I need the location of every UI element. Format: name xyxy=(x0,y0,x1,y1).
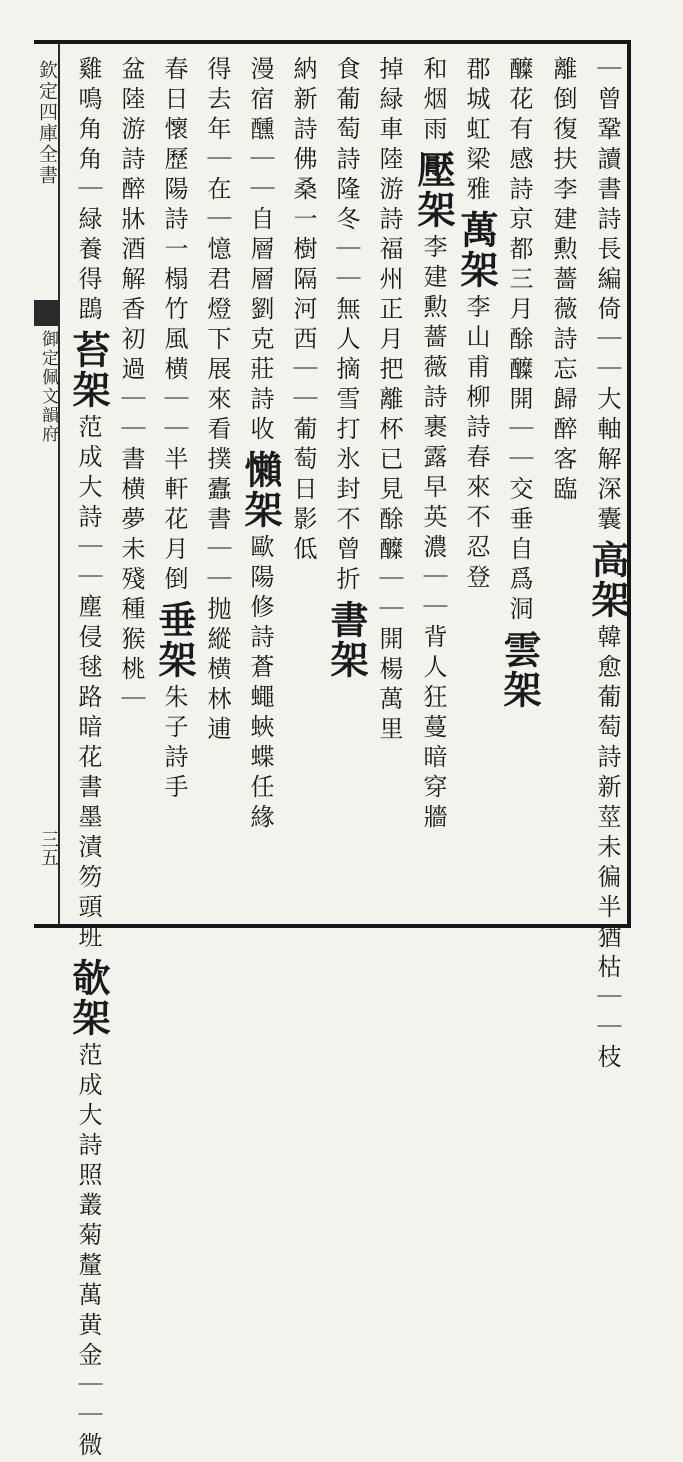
entry-text: 范成大詩照叢菊 xyxy=(74,1042,102,1252)
entry-text: ｜緑養得鵾 xyxy=(74,176,102,326)
entry-text: 醾花有感詩京都三月酴醾開｜｜交垂自爲洞 xyxy=(505,56,533,626)
entry-text: 得去年｜在｜憶君燈下展來看 xyxy=(203,56,231,446)
entry-text: 雞鳴角角 xyxy=(74,56,102,176)
entry-text: 漫宿醺｜｜自層層劉克莊詩收 xyxy=(246,56,274,446)
entry-text: 撲蠹書｜｜抛縱横林逋 xyxy=(203,446,231,746)
text-column xyxy=(368,56,410,916)
page-number: 三五 xyxy=(38,830,59,866)
book-title: 御定佩文韻府 xyxy=(38,330,58,444)
text-column xyxy=(153,56,195,916)
entry-text: 倚｜｜大軸解深囊 xyxy=(593,296,621,536)
entry-heading: 高架 xyxy=(585,540,630,620)
entry-heading: 書架 xyxy=(324,600,369,680)
text-column xyxy=(282,56,324,916)
entry-text: 陸游詩福州正月把離杯已見酴醾｜｜開楊萬里 xyxy=(375,146,403,746)
entry-text: 韓愈葡萄詩新莖未徧半猶枯｜｜枝 xyxy=(593,624,621,1074)
text-column xyxy=(196,56,238,916)
entry-text: 離倒復扶李建勲薔薇詩忘歸醉客臨 xyxy=(549,56,577,506)
entry-text: 李建勲薔薇詩裹露早英濃｜｜背人狂蔓暗穿牆 xyxy=(419,234,447,834)
entry-heading: 懶架 xyxy=(238,450,283,530)
entry-heading: 垂架 xyxy=(152,600,197,680)
text-column xyxy=(239,56,281,916)
text-column xyxy=(412,56,454,916)
entry-heading: 欹架 xyxy=(66,958,111,1038)
entry-heading: 壓架 xyxy=(411,150,456,230)
entry-text: 李山甫柳詩春來不忍登 xyxy=(462,294,490,594)
entry-text: 路暗花書墨漬笏頭班 xyxy=(74,684,102,954)
entry-text: 朱子詩手 xyxy=(160,684,188,804)
entry-heading: 萬架 xyxy=(454,210,499,290)
entry-heading: 雲架 xyxy=(497,630,542,710)
entry-text: 春日懷歷陽詩一榻竹風横｜｜半軒花月倒 xyxy=(160,56,188,596)
entry-text: 食葡萄詩隆冬｜｜無人摘雪打氷封不曾折 xyxy=(332,56,360,596)
text-column xyxy=(455,56,497,916)
series-title: 欽定四庫全書 xyxy=(36,60,58,186)
text-column xyxy=(498,56,540,916)
entry-text: 范成大詩｜｜塵侵毬 xyxy=(74,414,102,684)
entry-text: ｜曾鞏讀書詩長編 xyxy=(593,56,621,296)
entry-text: 種猴桃｜ xyxy=(117,596,145,716)
entry-text: 和烟雨 xyxy=(419,56,447,146)
text-column xyxy=(325,56,367,916)
entry-text: 釐萬黄金｜｜微 xyxy=(74,1252,102,1462)
entry-text: 掉緑車 xyxy=(375,56,403,146)
entry-text: 納新詩佛桑一樹隔河西｜｜葡萄日影低 xyxy=(289,56,317,566)
entry-text: 郡城虹梁雅 xyxy=(462,56,490,206)
text-column xyxy=(585,56,630,1074)
entry-text: 盆陸游詩醉牀酒解香初過｜｜書横夢未殘 xyxy=(117,56,145,596)
text-column xyxy=(66,56,111,1462)
text-column xyxy=(110,56,152,916)
text-column xyxy=(542,56,584,916)
entry-text: 歐陽修詩蒼蠅蛺蝶任緣 xyxy=(246,534,274,834)
entry-heading: 苔架 xyxy=(66,330,111,410)
